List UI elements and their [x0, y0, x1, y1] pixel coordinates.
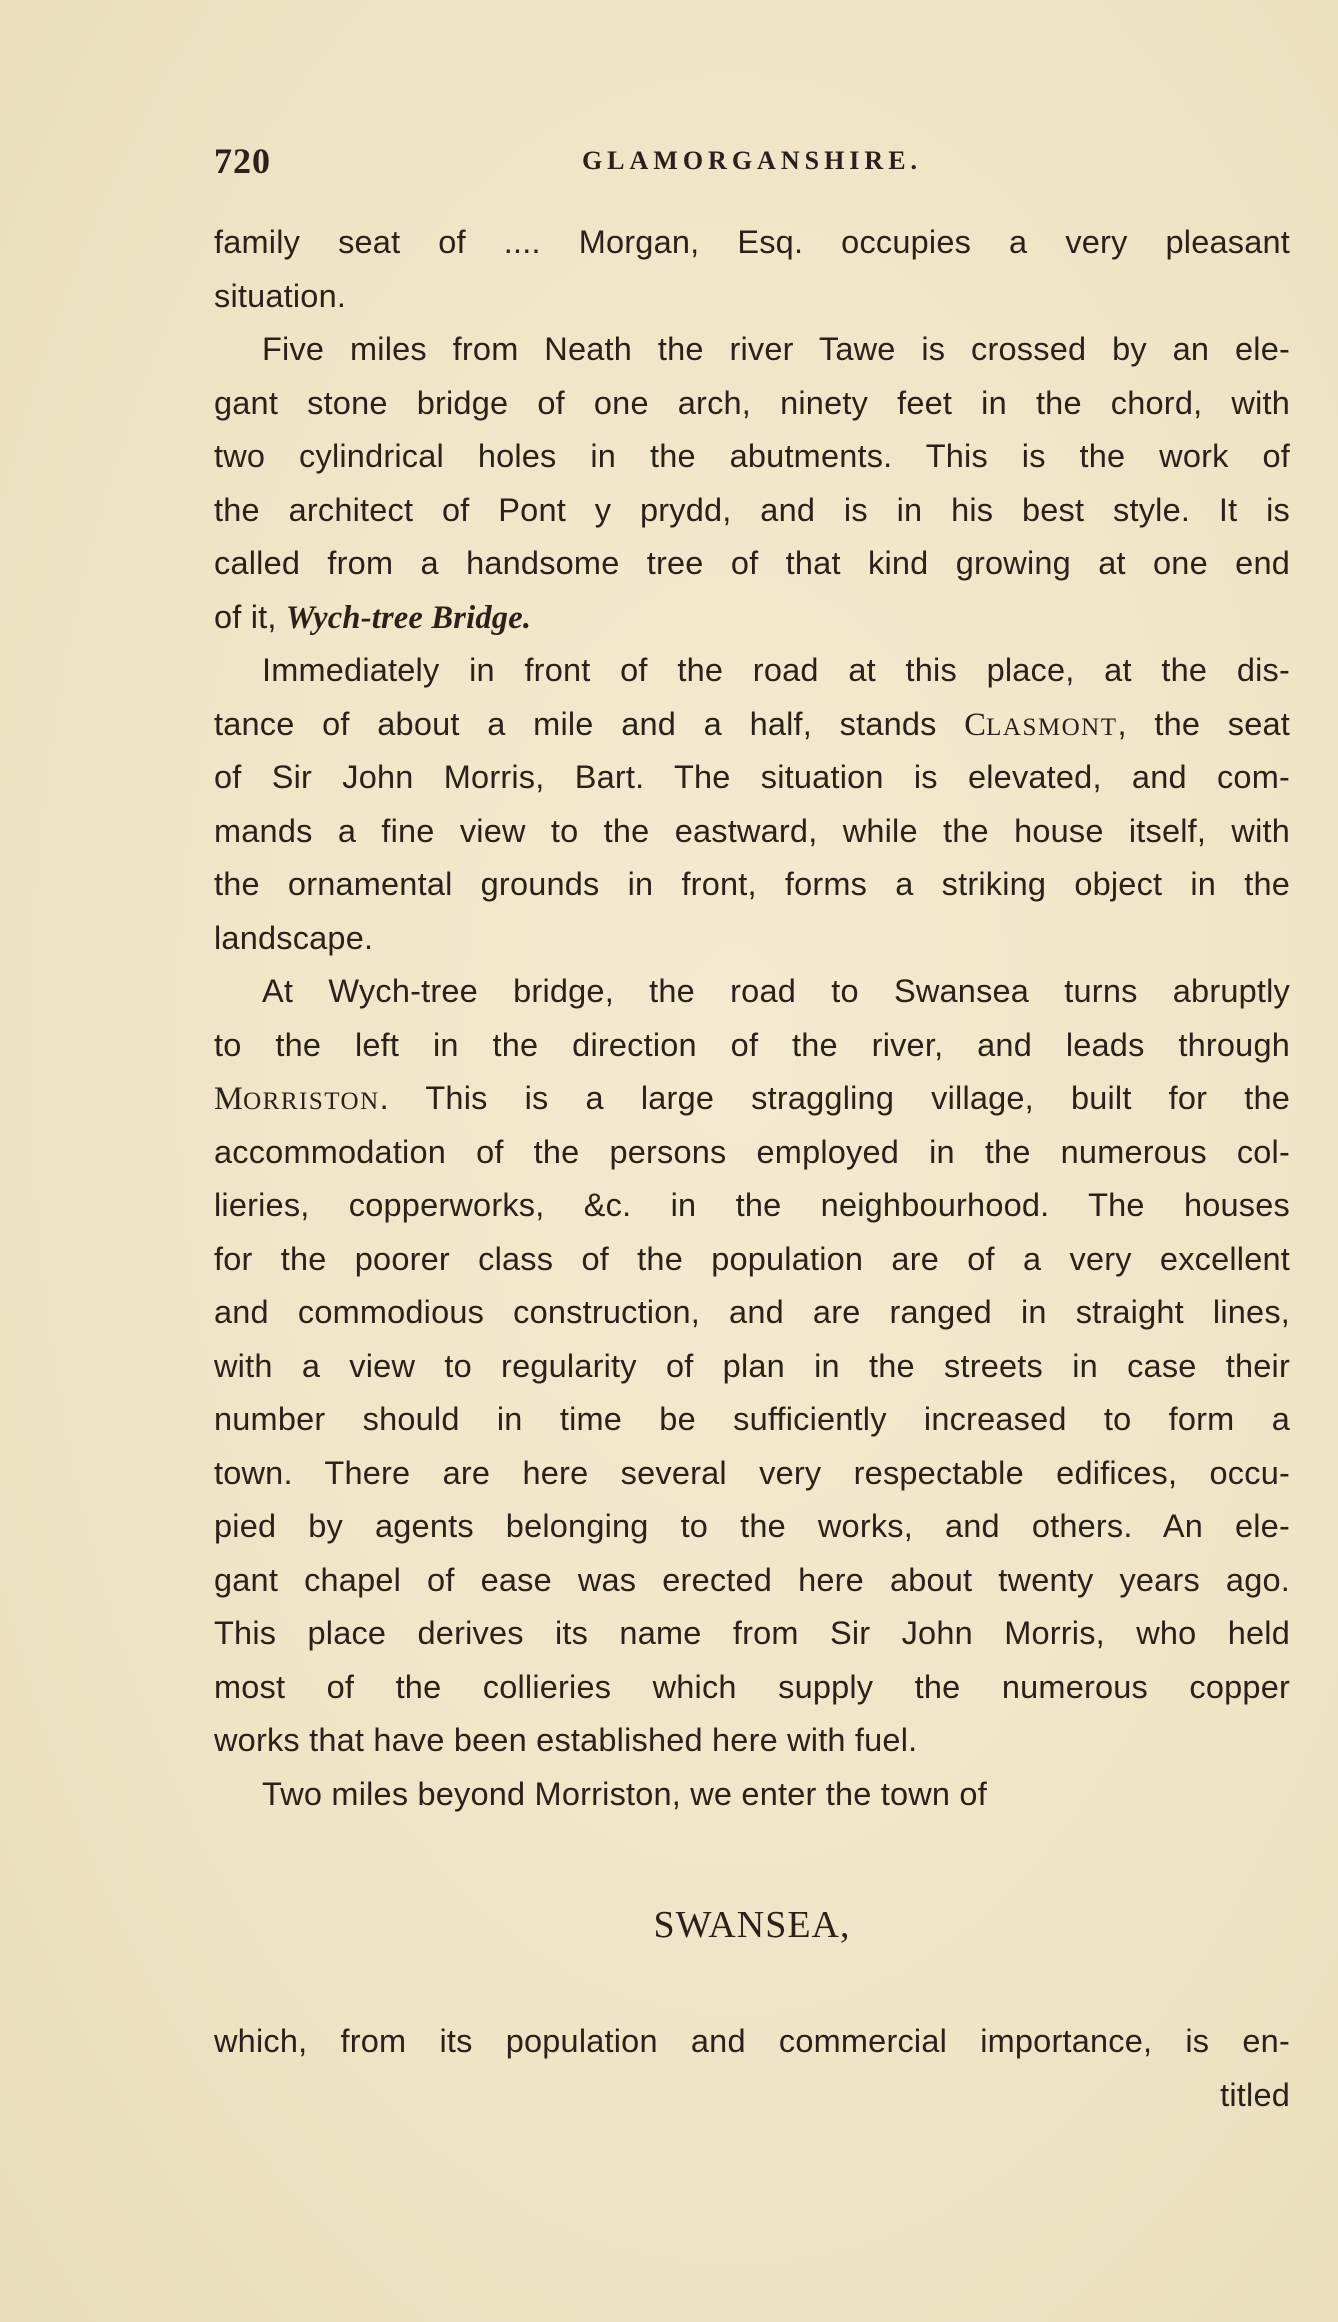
text-line: the ornamental grounds in front, forms a striking object in the — [214, 866, 1290, 902]
page-number: 720 — [214, 141, 271, 181]
place-name-morriston — [214, 1081, 380, 1117]
text-line: of Sir John Morris, Bart. The situation is elevated, and com- — [214, 759, 1290, 795]
place-name-clasmont — [964, 707, 1117, 743]
text-line: which, from its population and commercial importance, is en- — [214, 2023, 1290, 2059]
text-line: This place derives its name from Sir John Morris, who held — [214, 1615, 1290, 1651]
text-line: town. There are here several very respectable edifices, occu- — [214, 1454, 1290, 1491]
text-line: number should in time be sufficiently increased to form a — [214, 1401, 1290, 1437]
text-span: tance of about a mile and a half, stands — [214, 705, 937, 742]
text-line: gant stone bridge of one arch, ninety feet in the chord, with — [214, 384, 1290, 421]
small-caps-rest: ORRISTON — [243, 1088, 380, 1115]
text-line: called from a handsome tree of that kind growing at one end — [214, 545, 1290, 581]
text-line: most of the collieries which supply the numerous copper — [214, 1668, 1290, 1705]
section-heading: SWANSEA, — [653, 1904, 851, 1946]
text-line: and commodious construction, and are ranged in straight lines, — [214, 1294, 1290, 1330]
text-line: the architect of Pont y prydd, and is in his best style. It is — [214, 491, 1290, 528]
small-caps-rest: LASMONT — [986, 713, 1118, 741]
catchword: titled — [1220, 2076, 1290, 2113]
text-line: for the poorer class of the population are of a very excellent — [214, 1240, 1290, 1277]
text-line: mands a fine view to the eastward, while the house itself, with — [214, 812, 1290, 849]
text-span: , the seat — [1117, 705, 1291, 742]
text-block — [214, 216, 1290, 2122]
text-line — [214, 698, 1290, 752]
text-line: accommodation of the persons employed in the numerous col- — [214, 1133, 1290, 1170]
text-line: with a view to regularity of plan in the streets in case their — [214, 1347, 1290, 1384]
text-line: Two miles beyond Morriston, we enter the town of — [262, 1775, 987, 1812]
text-line: Immediately in front of the road at this place, at the dis- — [262, 652, 1290, 688]
text-line: landscape. — [214, 919, 374, 956]
bridge-name-italic: Wych-tree Bridge. — [285, 599, 532, 636]
text-line: Five miles from Neath the river Tawe is crossed by an ele- — [262, 331, 1290, 367]
text-line: pied by agents belonging to the works, and others. An ele- — [214, 1508, 1290, 1544]
text-line: situation. — [214, 277, 347, 314]
text-line: two cylindrical holes in the abutments. This is the work of — [214, 438, 1290, 474]
running-title: GLAMORGANSHIRE. — [581, 146, 923, 175]
small-caps-initial: C — [964, 706, 987, 743]
text-line: works that have been established here with fuel. — [214, 1722, 918, 1758]
text-line: lieries, copperworks, &c. in the neighbourhood. The houses — [214, 1187, 1290, 1223]
text-line — [214, 591, 1290, 645]
small-caps-initial: M — [214, 1081, 244, 1117]
text-span: . This is a large straggling village, built for the — [379, 1080, 1290, 1116]
running-head — [214, 140, 1290, 190]
text-span: of it, — [214, 598, 277, 635]
text-line: to the left in the direction of the river, and leads through — [214, 1026, 1290, 1063]
text-line: family seat of .... Morgan, Esq. occupies a very pleasant — [214, 224, 1290, 260]
text-line: gant chapel of ease was erected here about twenty years ago. — [214, 1561, 1290, 1598]
text-line: At Wych-tree bridge, the road to Swansea turns abruptly — [262, 973, 1290, 1009]
text-line — [214, 1072, 1290, 1126]
